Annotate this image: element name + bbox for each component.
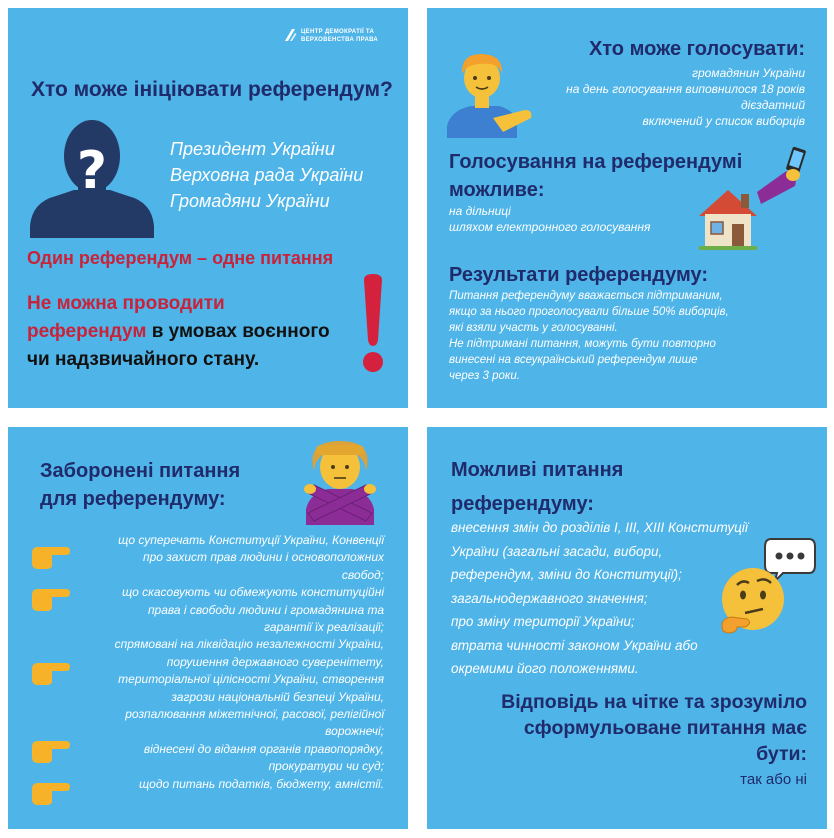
list-item: окремими його положеннями. [451,661,639,676]
list-item: України (загальні засади, вибори, [451,543,663,559]
list-item: територіальної цілісності України, створення [118,672,384,687]
list-item: дієздатний [741,98,805,112]
list-item: що суперечать Конституції України, Конвенції [118,533,384,547]
list-item: на день голосування виповнилося 18 років [566,82,805,96]
list-item: ворожнечі; [325,724,384,739]
panel-initiators [8,8,408,408]
initiator-item: Верховна рада України [170,165,364,185]
person-gesturing-no-icon [300,437,380,525]
list-item: гарантії їх реалізації; [264,620,384,635]
who-can-vote-list [566,65,805,129]
voting-methods-title: Голосування на референдумі можливе: [449,151,743,201]
list-item: свобод; [341,567,384,582]
panel-voting [427,8,827,408]
answer-requirement: Відповідь на чітке та зрозуміло сформульоване питання має бути: [501,691,807,765]
one-question-rule: Один референдум – одне питання [27,248,334,268]
list-item: втрата чинності законом України або [451,637,698,653]
forbidden-list [44,532,384,793]
panel-forbidden [8,427,408,829]
list-item: внесення змін до розділів І, ІІІ, ХІІІ Конституції [451,520,748,535]
person-tipping-hand-icon [441,48,533,138]
initiators-list [170,136,363,214]
list-item: розпалювання міжетнічної, расової, релігійної [125,707,384,722]
list-item: референдум, зміни до Конституції); [451,567,682,582]
list-item: шляхом електронного голосування [449,220,651,234]
list-item: що скасовують чи обмежують конституційні [121,585,384,600]
initiator-item: Громадяни України [170,191,330,211]
list-item: загальнодержавного значення; [451,590,648,606]
list-item: права і свободи людини і громадянина та [147,602,384,617]
list-item: щодо питань податків, бюджету, амністії. [138,776,384,791]
who-can-vote-title: Хто може голосувати: [588,38,805,60]
war-restriction: Не можна проводити референдум в умовах воєнного чи надзвичайного стану. [27,293,330,370]
panel-title: Хто може ініціювати референдум? [31,78,393,101]
panel-allowed [427,427,827,829]
results-title: Результати референдуму: [449,264,709,286]
logo-icon [282,27,298,43]
logo-text: ЦЕНТР ДЕМОКРАТІЇ ТА ВЕРХОВЕНСТВА ПРАВА [301,29,379,43]
list-item: порушення державного суверенітету, [166,654,384,669]
phone-in-hand-icon [757,146,813,208]
list-item: спрямовані на ліквідацію незалежності України, [114,637,384,652]
voting-methods-list [449,203,650,235]
initiator-item: Президент України [170,139,335,159]
exclamation-icon [360,274,386,374]
unknown-person-icon [26,110,158,238]
svg-text:?: ? [76,141,108,201]
list-item: про зміну території України; [451,614,635,629]
answer-value: так або ні [740,771,807,788]
list-item: включений у список виборців [642,114,805,128]
thinking-face-with-speech-bubble-icon [717,535,817,635]
forbidden-title: Заборонені питання для референдуму: [40,460,241,510]
list-item: загрози національній безпеці України, [171,689,384,704]
list-item: громадянин України [692,66,805,80]
list-item: про захист прав людини і основоположних [142,550,384,565]
list-item: прокуратури чи суд; [268,759,384,774]
list-item: віднесені до відання органів правопорядку, [143,741,384,756]
allowed-title: Можливі питання референдуму: [451,459,624,515]
list-item: на дільниці [449,204,511,218]
house-icon [695,186,761,252]
allowed-list [451,516,748,681]
results-text: Питання референдуму вважається підтриманим, якщо за нього проголосували більше 50% виборців, які взяли участь у голосуванні. Не підтримані питання, можуть бути повторно винесені на всеукраїнський референдум лише через 3 роки. [449,290,729,382]
